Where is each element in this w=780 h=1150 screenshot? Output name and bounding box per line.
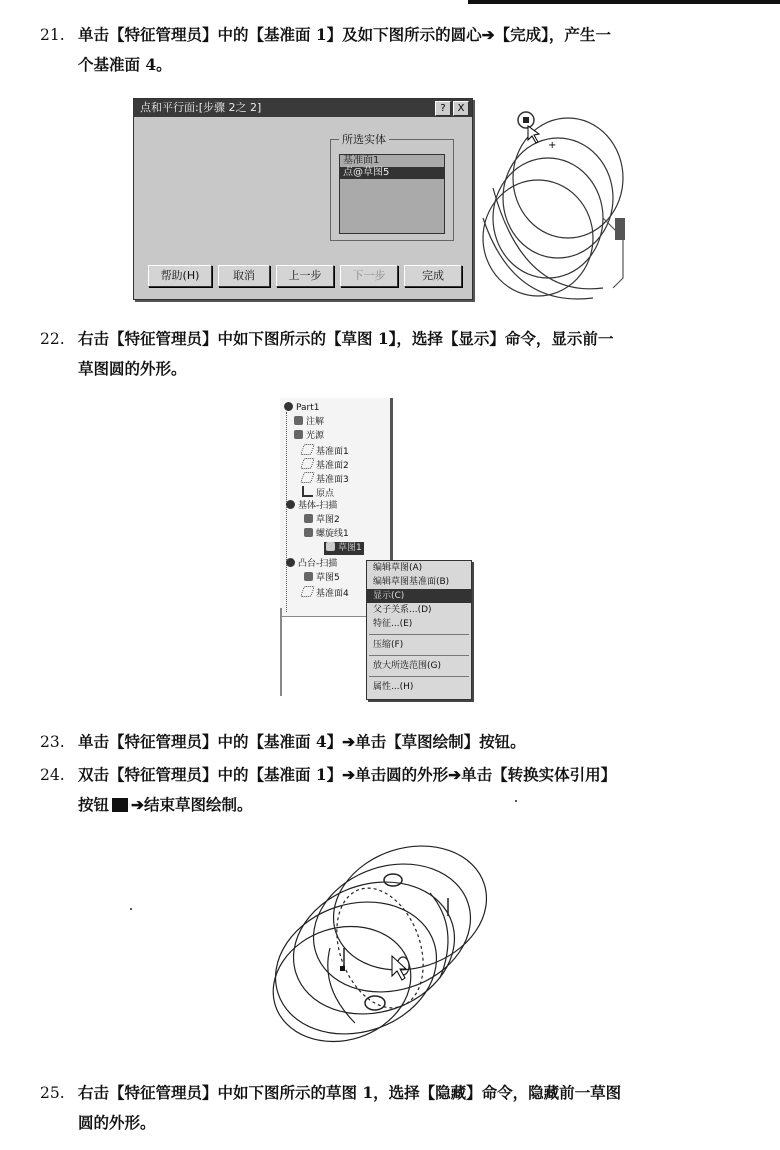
step-24	[40, 760, 762, 820]
step-text-continued: ➔结束草图绘制。	[131, 795, 253, 814]
menu-separator	[369, 634, 469, 635]
tree-item-boss-sweep[interactable]: 凸台-扫描	[286, 558, 337, 571]
tree-item-base-sweep[interactable]: 基体-扫描	[286, 500, 337, 513]
tree-item-plane3[interactable]: 基准面3	[302, 472, 349, 485]
menu-item-zoom-selection[interactable]: 放大所选范围(G)	[373, 661, 441, 671]
help-icon[interactable]: ?	[435, 101, 451, 116]
tree-item-part[interactable]: Part1	[284, 402, 320, 415]
step-25	[40, 1078, 762, 1138]
part-icon	[284, 402, 293, 411]
tree-item-plane2[interactable]: 基准面2	[302, 458, 349, 471]
finish-button[interactable]: 完成	[404, 265, 462, 287]
step-number: 21.	[40, 26, 65, 44]
origin-icon	[302, 486, 313, 497]
sketch-icon	[304, 572, 313, 581]
plane-icon	[300, 458, 315, 469]
back-button[interactable]: 上一步	[276, 265, 334, 287]
figure-dialog-helix	[133, 98, 633, 308]
step-text: 单击【特征管理员】中的【基准面 4】➔单击【草图绘制】按钮。	[78, 732, 526, 751]
tree-item-sketch1[interactable]: 草图1	[324, 542, 364, 555]
menu-item-parent-child[interactable]: 父子关系...(D)	[373, 605, 432, 615]
figure-helix-sketch	[260, 838, 510, 1053]
svg-text:+: +	[548, 140, 557, 151]
tree-item-plane1[interactable]: 基准面1	[302, 444, 349, 457]
menu-separator	[369, 676, 469, 677]
plane-icon	[300, 472, 315, 483]
selected-entities-list[interactable]	[339, 154, 445, 234]
tree-item-plane4[interactable]: 基准面4	[302, 586, 349, 599]
tree-item-sketch2[interactable]: 草图2	[304, 514, 340, 527]
dialog-title-bar	[134, 99, 472, 117]
step-text: 右击【特征管理员】中如下图所示的【草图 1】，选择【显示】命令，显示前一	[78, 329, 614, 348]
help-button[interactable]: 帮助(H)	[148, 265, 212, 287]
tree-item-annotation[interactable]: 注解	[294, 416, 324, 429]
menu-item-edit-sketch-plane[interactable]: 编辑草图基准面(B)	[373, 577, 450, 587]
step-21	[40, 20, 762, 80]
scan-speck	[515, 800, 517, 802]
step-text-continued: 个基准面 4。	[78, 55, 172, 74]
tree-item-light[interactable]: 光源	[294, 430, 324, 443]
context-menu	[366, 560, 472, 700]
menu-item-suppress[interactable]: 压缩(F)	[373, 640, 404, 650]
plane-icon	[300, 586, 315, 597]
step-number: 23.	[40, 733, 65, 751]
step-number: 22.	[40, 330, 65, 348]
next-button[interactable]: 下一步	[340, 265, 398, 287]
annotation-icon	[294, 416, 303, 425]
helix-icon	[304, 528, 313, 537]
step-22	[40, 324, 762, 384]
sweep-icon	[286, 500, 295, 509]
list-item[interactable]: 基准面1	[343, 155, 380, 166]
selected-entities-group	[330, 133, 454, 241]
convert-entities-icon	[112, 798, 128, 812]
step-text: 双击【特征管理员】中的【基准面 1】➔单击圆的外形➔单击【转换实体引用】	[78, 765, 617, 784]
sweep-icon	[286, 558, 295, 567]
step-text-continued: 草图圆的外形。	[78, 359, 187, 378]
step-text-continued: 圆的外形。	[78, 1113, 156, 1132]
tree-item-helix1[interactable]: 螺旋线1	[304, 528, 349, 541]
list-item[interactable]: 点@草图5	[340, 167, 444, 179]
light-icon	[294, 430, 303, 439]
menu-item-edit-sketch[interactable]: 编辑草图(A)	[373, 563, 423, 573]
step-number: 24.	[40, 766, 65, 784]
step-text: 右击【特征管理员】中如下图所示的草图 1，选择【隐藏】命令，隐藏前一草图	[78, 1083, 622, 1102]
step-text-continued: 按钮	[78, 795, 110, 814]
top-border-bar	[468, 0, 780, 4]
plane-icon	[300, 444, 315, 455]
sketch-icon	[326, 542, 335, 551]
step-23	[40, 727, 762, 757]
menu-item-show[interactable]: 显示(C)	[367, 589, 471, 603]
tree-item-origin[interactable]: 原点	[302, 486, 334, 499]
point-parallel-plane-dialog	[133, 98, 473, 300]
dialog-title: 点和平行面:[步骤 2之 2]	[140, 101, 262, 114]
tree-item-sketch5[interactable]: 草图5	[304, 572, 340, 585]
menu-item-feature[interactable]: 特征...(E)	[373, 619, 413, 629]
scan-speck	[130, 908, 132, 910]
group-label: 所选实体	[339, 131, 389, 147]
helix-preview-graphic	[463, 98, 633, 308]
menu-item-properties[interactable]: 属性...(H)	[373, 682, 414, 692]
step-text: 单击【特征管理员】中的【基准面 1】及如下图所示的圆心➔【完成】，产生一	[78, 25, 611, 44]
cancel-button[interactable]: 取消	[218, 265, 270, 287]
helix-3d-graphic	[260, 838, 510, 1053]
menu-separator	[369, 655, 469, 656]
figure-feature-tree	[280, 398, 490, 698]
panel-edge	[615, 218, 625, 240]
sketch-icon	[304, 514, 313, 523]
step-number: 25.	[40, 1084, 65, 1102]
close-icon[interactable]: X	[453, 101, 469, 116]
